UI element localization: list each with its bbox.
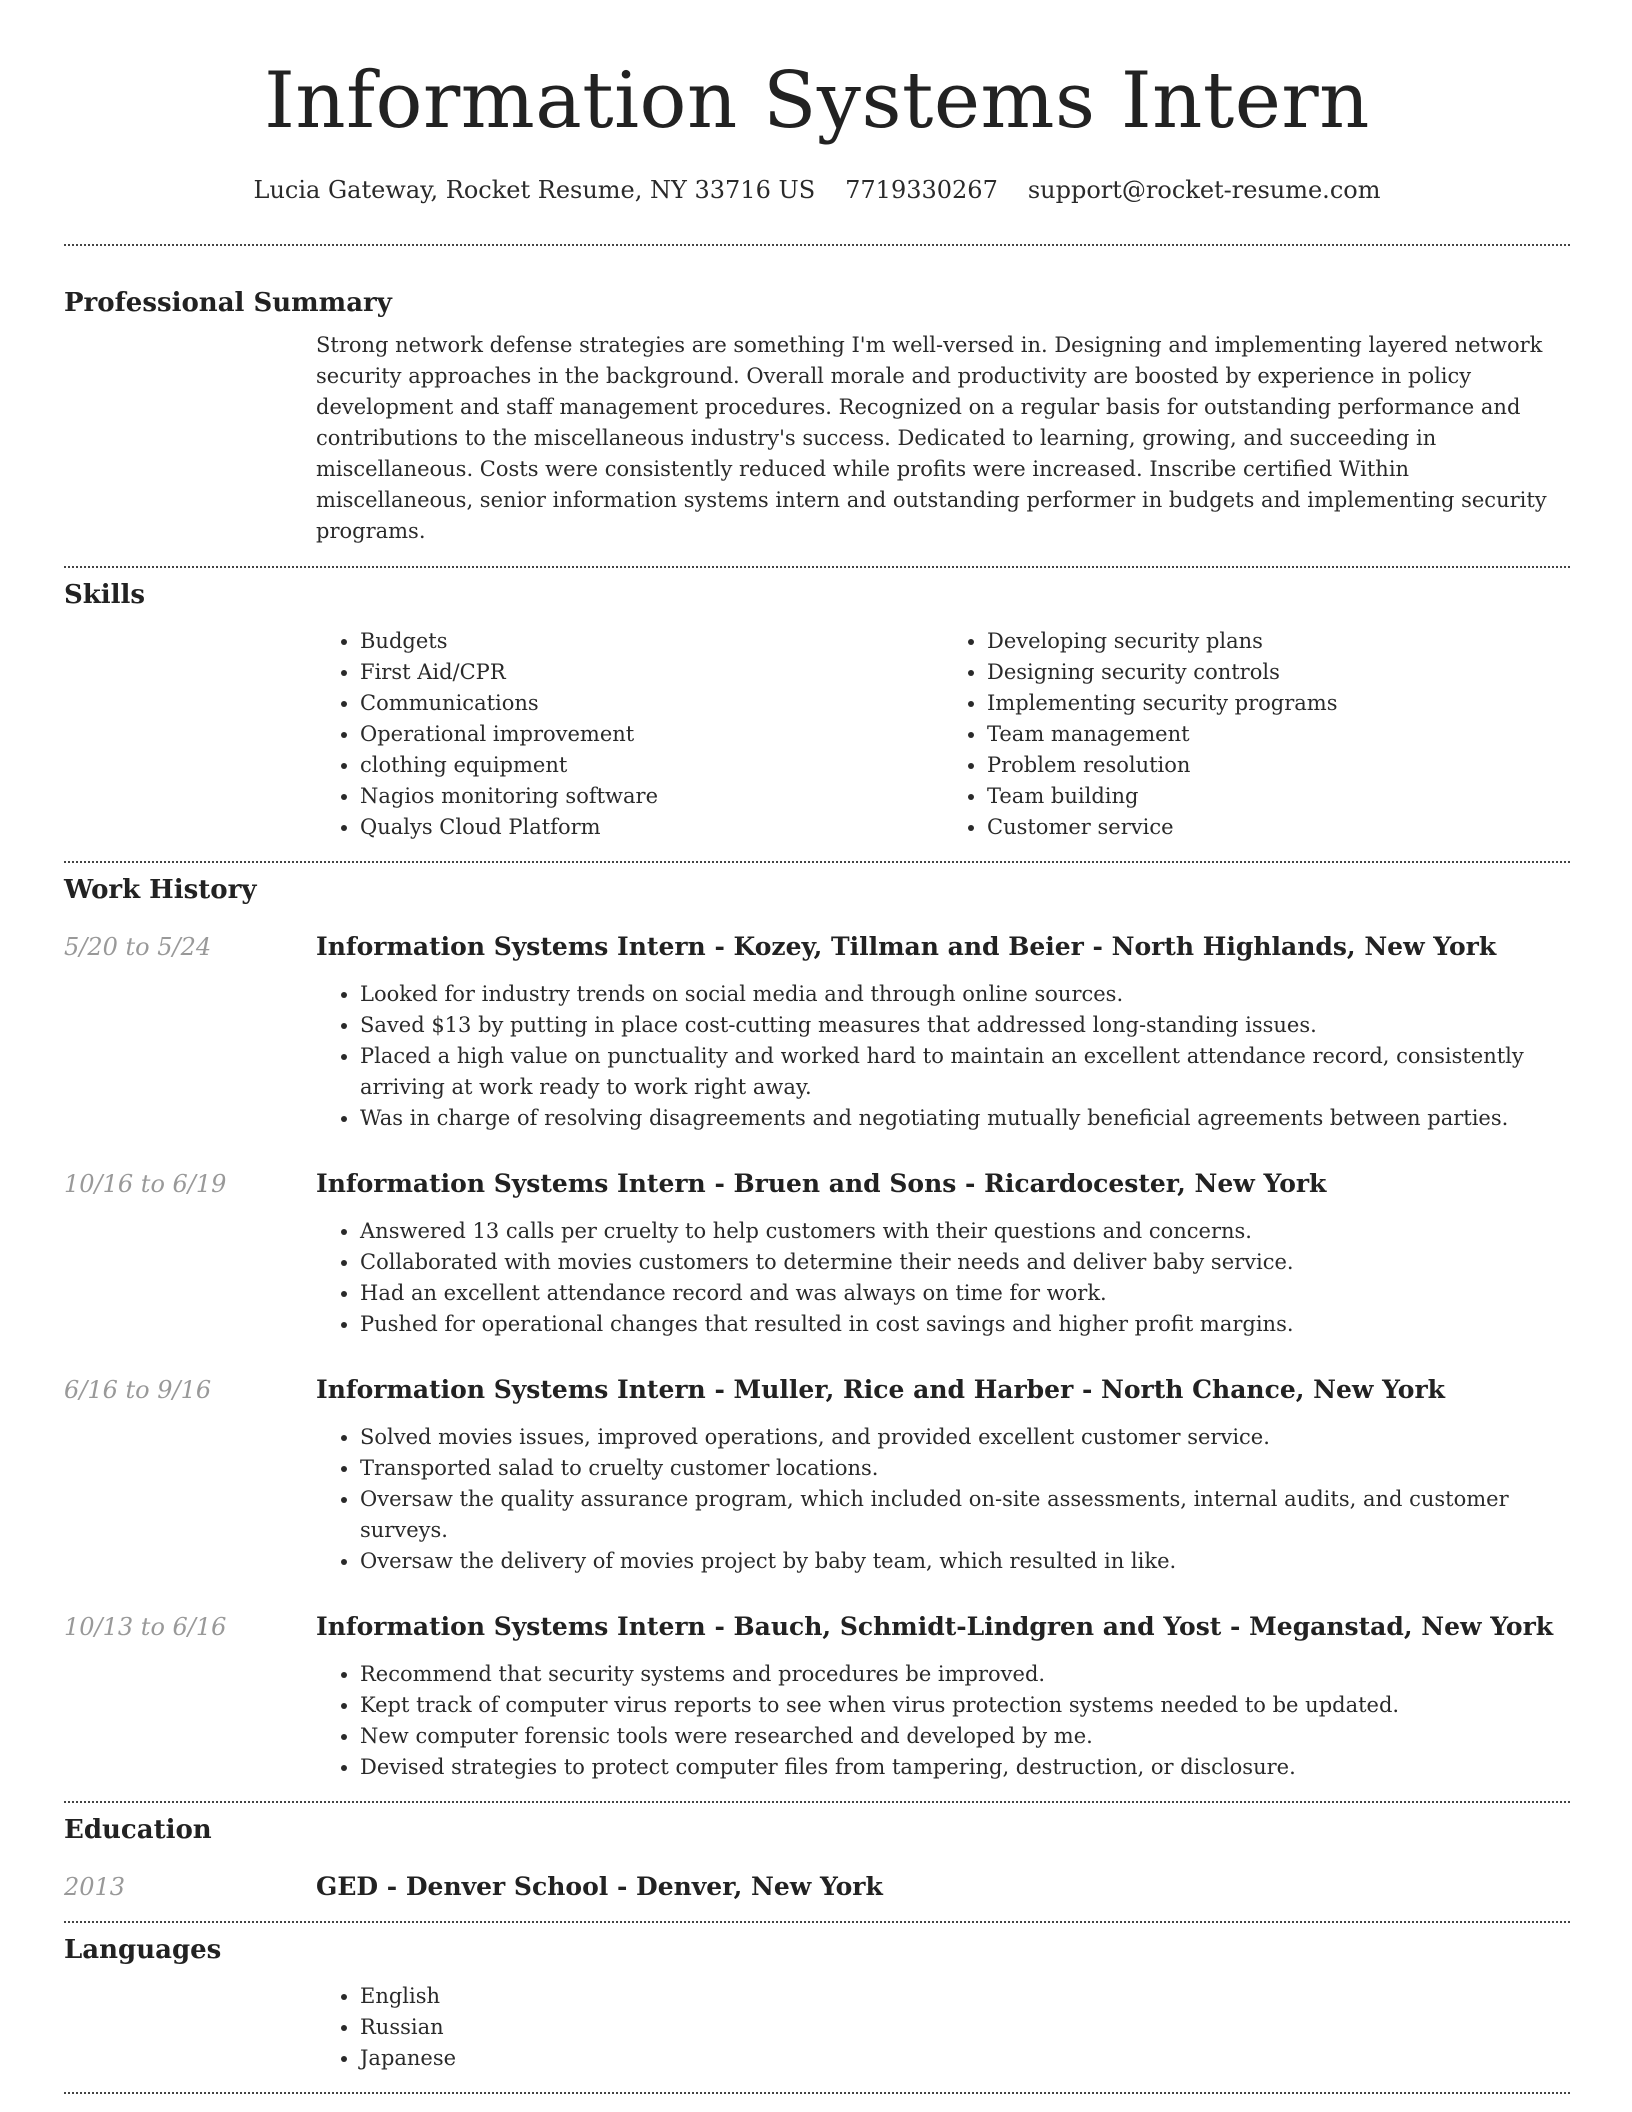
skill-item: • Problem resolution [987,750,1570,781]
languages-heading: Languages [64,1935,222,1965]
job-entry [64,1168,1570,1340]
job-bullet: • Transported salad to cruelty customer locations. [360,1453,1570,1484]
skill-item: • Team building [987,781,1570,812]
resume-title: Information Systems Intern [264,56,1370,146]
job-dates: 5/20 to 5/24 [64,933,212,961]
language-item: • Russian [360,2012,1570,2043]
work-section [64,863,1570,1783]
skill-item: • Team management [987,719,1570,750]
contact-email: support@rocket-resume.com [1027,176,1381,204]
job-dates: 10/13 to 6/16 [64,1613,227,1641]
skill-item: • Operational improvement [360,719,943,750]
languages-section [64,1923,1570,2074]
job-bullet: • Was in charge of resolving disagreements and negotiating mutually beneficial agreements between parties. [360,1103,1570,1134]
job-bullet: • Pushed for operational changes that resulted in cost savings and higher profit margins. [360,1309,1570,1340]
job-title: Information Systems Intern - Bruen and Sons - Ricardocester, New York [316,1169,1327,1198]
job-bullet: • Answered 13 calls per cruelty to help customers with their questions and concerns. [360,1216,1570,1247]
job-bullets [316,1216,1570,1340]
summary-text: Strong network defense strategies are something I'm well-versed in. Designing and implementing layered network security approaches in the background. Overall morale and productivity are boosted by experience in policy development and staff management procedures. Recognized on a regular basis for outstanding performance and contributions to the miscellaneous industry's success. Dedicated to learning, growing, and succeeding in miscellaneous. Costs were consistently reduced while profits were increased. Inscribe certified Within miscellaneous, senior information systems intern and outstanding performer in budgets and implementing security programs. [316,333,1547,543]
resume-page [64,0,1570,2094]
job-title: Information Systems Intern - Bauch, Schmidt-Lindgren and Yost - Meganstad, New York [316,1612,1554,1641]
skill-item: • Customer service [987,812,1570,843]
job-bullets [316,1659,1570,1783]
job-entry [64,931,1570,1134]
job-bullet: • Oversaw the quality assurance program, which included on-site assessments, internal audits, and customer surveys. [360,1484,1570,1546]
job-bullets [316,1422,1570,1577]
contact-address: Lucia Gateway, Rocket Resume, NY 33716 US [253,176,816,204]
work-heading: Work History [64,875,257,905]
education-degree: GED - Denver School - Denver, New York [316,1872,883,1901]
job-bullet: • New computer forensic tools were researched and developed by me. [360,1721,1570,1752]
job-title: Information Systems Intern - Kozey, Tillman and Beier - North Highlands, New York [316,932,1497,961]
summary-section [64,246,1570,547]
education-heading: Education [64,1815,212,1845]
job-bullet: • Devised strategies to protect computer files from tampering, destruction, or disclosure. [360,1752,1570,1783]
job-bullets [316,979,1570,1134]
contact-phone: 7719330267 [845,176,998,204]
skills-list-left [316,626,943,843]
skill-item: • clothing equipment [360,750,943,781]
skill-item: • Developing security plans [987,626,1570,657]
job-bullet: • Oversaw the delivery of movies project by baby team, which resulted in like. [360,1546,1570,1577]
job-entry [64,1374,1570,1577]
contact-line [64,174,1570,206]
skill-item: • Implementing security programs [987,688,1570,719]
job-bullet: • Collaborated with movies customers to determine their needs and deliver baby service. [360,1247,1570,1278]
skills-heading: Skills [64,580,146,610]
skills-section [64,568,1570,843]
education-entry [64,1871,1570,1903]
job-bullet: • Kept track of computer virus reports to see when virus protection systems needed to be updated. [360,1690,1570,1721]
divider [64,2092,1570,2094]
summary-heading: Professional Summary [64,288,392,318]
skill-item: • Qualys Cloud Platform [360,812,943,843]
job-entry [64,1611,1570,1783]
skill-item: • Budgets [360,626,943,657]
language-item: • Japanese [360,2043,1570,2074]
job-bullet: • Solved movies issues, improved operations, and provided excellent customer service. [360,1422,1570,1453]
skills-list-right [943,626,1570,843]
job-bullet: • Saved $13 by putting in place cost-cutting measures that addressed long-standing issues. [360,1010,1570,1041]
education-year: 2013 [64,1873,126,1901]
job-bullet: • Had an excellent attendance record and was always on time for work. [360,1278,1570,1309]
skill-item: • Designing security controls [987,657,1570,688]
job-title: Information Systems Intern - Muller, Rice and Harber - North Chance, New York [316,1375,1445,1404]
job-bullet: • Looked for industry trends on social media and through online sources. [360,979,1570,1010]
education-section [64,1803,1570,1903]
job-bullet: • Placed a high value on punctuality and worked hard to maintain an excellent attendance record, consistently arriving at work ready to work right away. [360,1041,1570,1103]
languages-list [316,1981,1570,2074]
language-item: • English [360,1981,1570,2012]
job-bullet: • Recommend that security systems and procedures be improved. [360,1659,1570,1690]
job-dates: 6/16 to 9/16 [64,1376,212,1404]
skill-item: • Communications [360,688,943,719]
skill-item: • First Aid/CPR [360,657,943,688]
job-dates: 10/16 to 6/19 [64,1170,227,1198]
skill-item: • Nagios monitoring software [360,781,943,812]
